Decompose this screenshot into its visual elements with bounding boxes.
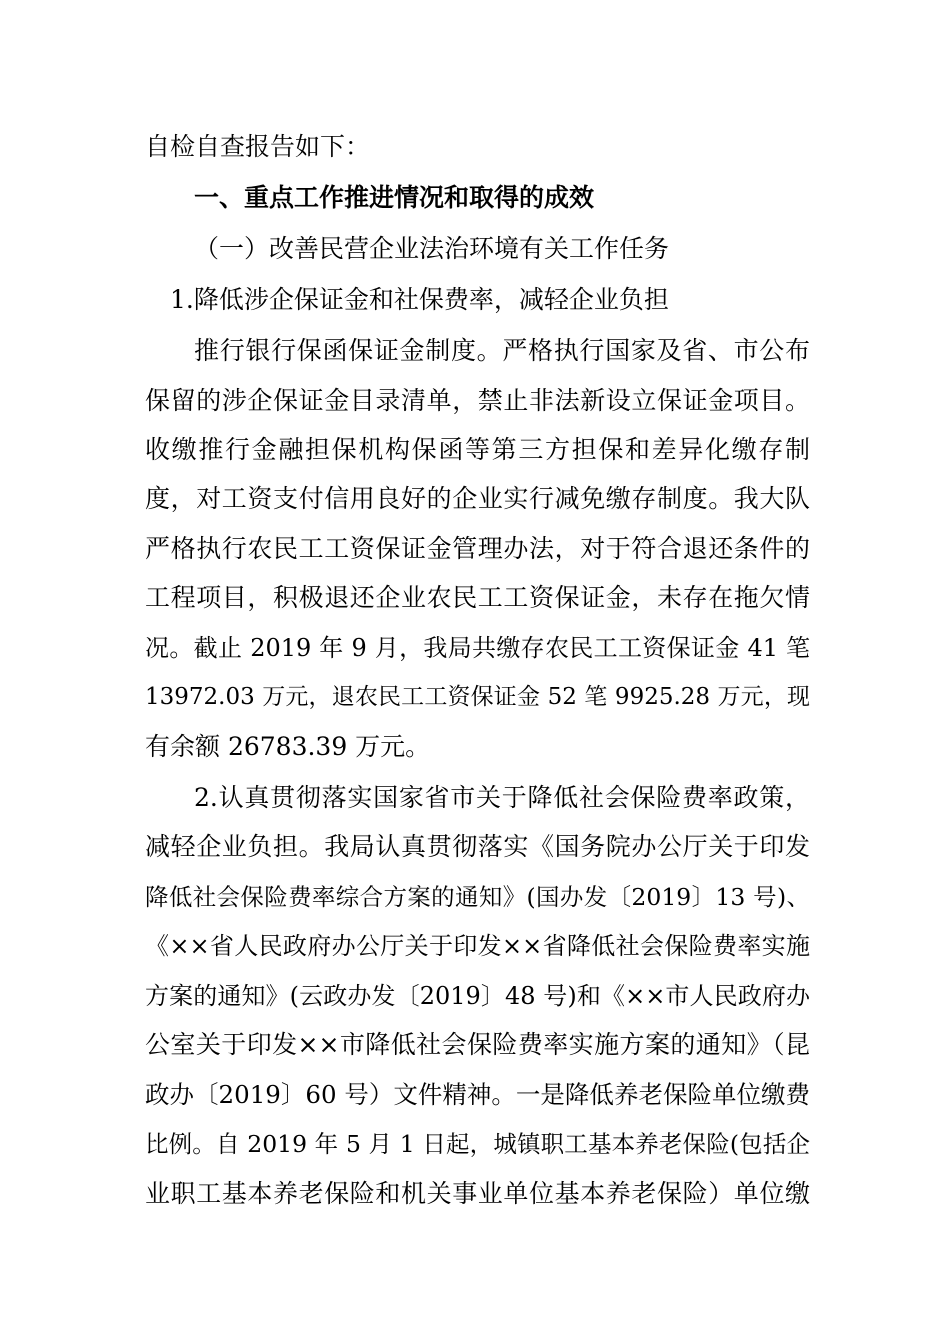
item-title: 1.降低涉企保证金和社保费率，减轻企业负担 xyxy=(170,285,669,314)
paragraph-line: 比例。自 2019 年 5 月 1 日起，城镇职工基本养老保险(包括企 xyxy=(145,1130,810,1158)
paragraph-line: 方案的通知》(云政办发〔2019〕48 号)和《××市人民政府办 xyxy=(145,982,810,1010)
intro-line: 自检自查报告如下： xyxy=(145,132,371,161)
paragraph-line: 严格执行农民工工资保证金管理办法，对于符合退还条件的 xyxy=(145,534,810,563)
paragraph-line: 度，对工资支付信用良好的企业实行减免缴存制度。我大队 xyxy=(145,484,810,513)
paragraph-line: 《××省人民政府办公厅关于印发××省降低社会保险费率实施 xyxy=(145,932,810,960)
paragraph-line: 收缴推行金融担保机构保函等第三方担保和差异化缴存制 xyxy=(145,435,810,464)
paragraph-line: 工程项目，积极退还企业农民工工资保证金，未存在拖欠情 xyxy=(145,583,810,612)
paragraph-line: 13972.03 万元，退农民工工资保证金 52 笔 9925.28 万元，现 xyxy=(145,684,810,710)
section-heading: 一、重点工作推进情况和取得的成效 xyxy=(194,183,595,212)
paragraph-line: 业职工基本养老保险和机关事业单位基本养老保险）单位缴 xyxy=(145,1179,810,1208)
paragraph-line: 保留的涉企保证金目录清单，禁止非法新设立保证金项目。 xyxy=(145,386,810,415)
paragraph-line: 况。截止 2019 年 9 月，我局共缴存农民工工资保证金 41 笔 xyxy=(145,634,810,662)
subsection-heading: （一）改善民营企业法治环境有关工作任务 xyxy=(194,234,670,263)
paragraph-line: 降低社会保险费率综合方案的通知》(国办发〔2019〕13 号)、 xyxy=(145,883,810,911)
paragraph-line: 公室关于印发××市降低社会保险费率实施方案的通知》（昆 xyxy=(145,1030,810,1059)
paragraph-line: 政办〔2019〕60 号）文件精神。一是降低养老保险单位缴费 xyxy=(145,1080,810,1109)
paragraph-line: 有余额 26783.39 万元。 xyxy=(145,732,431,761)
paragraph-line: 推行银行保函保证金制度。严格执行国家及省、市公布 xyxy=(194,336,810,365)
paragraph-line: 2.认真贯彻落实国家省市关于降低社会保险费率政策， xyxy=(194,783,810,812)
paragraph-line: 减轻企业负担。我局认真贯彻落实《国务院办公厅关于印发 xyxy=(145,832,810,861)
